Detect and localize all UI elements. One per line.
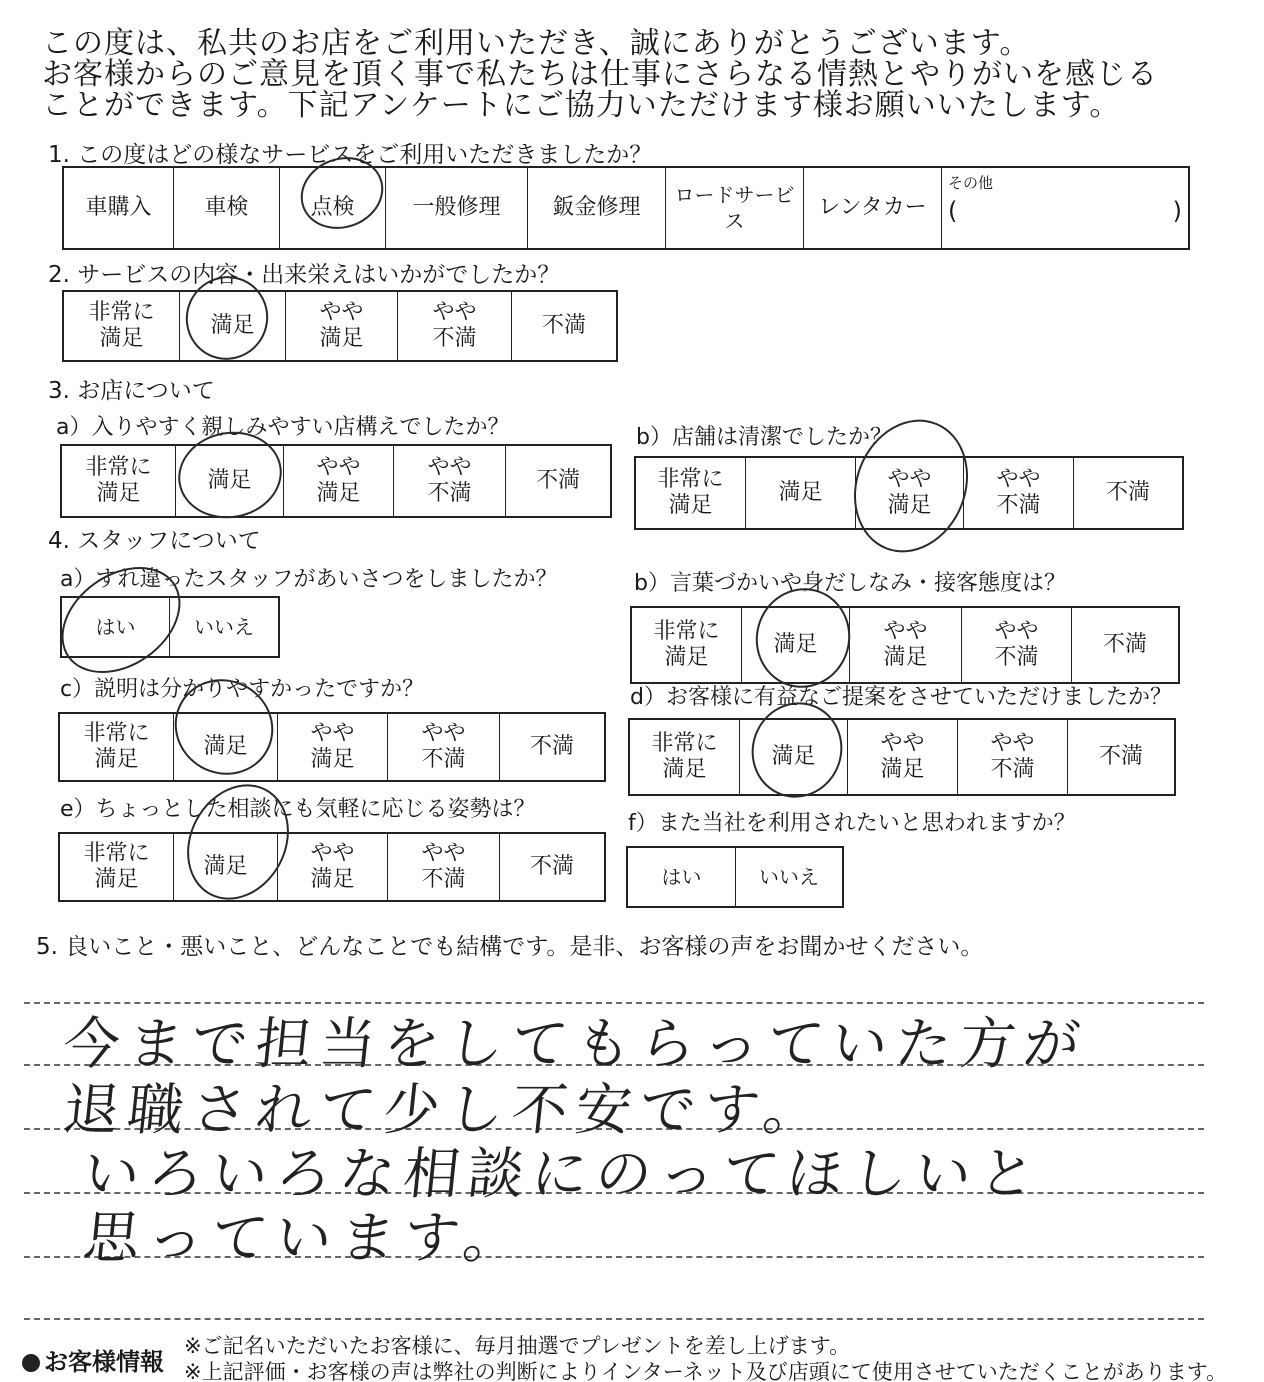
rating-very-satisfied[interactable]: 非常に 満足	[64, 292, 180, 360]
rating-dissatisfied[interactable]: 不満	[529, 734, 574, 759]
rating-somewhat-dissatisfied[interactable]: やや 不満	[398, 292, 512, 360]
question-4c-label: c）説明は分かりやすかったですか？	[60, 677, 425, 702]
rating-somewhat-dissatisfied[interactable]: やや 不満	[962, 608, 1072, 682]
rating-somewhat-dissatisfied[interactable]: やや 不満	[388, 714, 500, 780]
handwritten-comment-line: 今まで担当をしてもらっていた方が	[60, 1012, 1091, 1077]
other-input[interactable]	[948, 198, 1182, 224]
rating-very-satisfied[interactable]: 非常に 満足	[62, 446, 176, 516]
rating-somewhat-dissatisfied[interactable]: やや 不満	[394, 446, 506, 516]
q4b-rating-table	[630, 606, 1180, 684]
q3b-rating-table	[634, 456, 1184, 530]
rating-dissatisfied[interactable]: 不満	[1105, 480, 1150, 505]
rating-very-satisfied[interactable]: 非常に 満足	[60, 714, 174, 780]
option-shaken[interactable]: 車検	[174, 168, 280, 248]
footer-note: ※ご記名いただいたお客様に、毎月抽選でプレゼントを差し上げます。	[184, 1334, 851, 1358]
rating-satisfied[interactable]: 満足	[174, 834, 278, 900]
intro-line: この度は、私共のお店をご利用いただき、誠にありがとうございます。	[42, 26, 1031, 61]
option-general-repair[interactable]: 一般修理	[386, 168, 528, 248]
rating-somewhat-dissatisfied[interactable]: やや 不満	[958, 720, 1068, 794]
rating-dissatisfied[interactable]: 不満	[1102, 632, 1147, 657]
option-other[interactable]	[942, 168, 1188, 248]
option-yes[interactable]: はい	[62, 598, 170, 656]
q4d-rating-table	[628, 718, 1176, 796]
rating-satisfied[interactable]: 満足	[742, 608, 850, 682]
handwritten-comment-line: 思っています。	[80, 1206, 531, 1271]
question-4-label: 4. スタッフについて	[48, 528, 261, 554]
question-3a-label: a）入りやすく親しみやすい店構えでしたか？	[56, 415, 510, 440]
q4f-yesno-table	[626, 846, 844, 908]
question-4e-label: e）ちょっとした相談にも気軽に応じる姿勢は？	[60, 797, 536, 822]
rating-somewhat-satisfied[interactable]: やや 満足	[850, 608, 962, 682]
question-2-label: 2. サービスの内容・出来栄えはいかがでしたか？	[48, 262, 561, 288]
q4a-yesno-table	[60, 596, 280, 658]
question-4a-label: a）すれ違ったスタッフがあいさつをしましたか？	[60, 567, 558, 592]
question-5-label: 5. 良いこと・悪いこと、どんなことでも結構です。是非、お客様の声をお聞かせください。	[36, 934, 984, 960]
intro-line: ことができます。下記アンケートにご協力いただけます様お願いいたします。	[42, 88, 1121, 123]
rating-somewhat-satisfied[interactable]: やや 満足	[286, 292, 398, 360]
option-yes[interactable]: はい	[628, 848, 736, 906]
intro-text	[42, 28, 1232, 121]
rating-satisfied[interactable]: 満足	[740, 720, 848, 794]
rating-very-satisfied[interactable]: 非常に 満足	[630, 720, 740, 794]
rating-somewhat-satisfied[interactable]: やや 満足	[284, 446, 394, 516]
rating-dissatisfied[interactable]: 不満	[529, 854, 574, 879]
option-no[interactable]: いいえ	[194, 615, 254, 639]
rating-dissatisfied[interactable]: 不満	[535, 468, 580, 493]
paren-open: (	[948, 197, 958, 225]
option-no[interactable]: いいえ	[759, 865, 819, 889]
q4c-rating-table	[58, 712, 606, 782]
rating-somewhat-dissatisfied[interactable]: やや 不満	[964, 458, 1074, 528]
rating-dissatisfied[interactable]: 不満	[541, 313, 586, 338]
option-inspection[interactable]: 点検	[280, 168, 386, 248]
footer-note: ※上記評価・お客様の声は弊社の判断によりインターネット及び店頭にて使用させていただくことがあります。	[184, 1360, 1228, 1382]
q4e-rating-table	[58, 832, 606, 902]
rating-somewhat-satisfied[interactable]: やや 満足	[856, 458, 964, 528]
other-label: その他	[948, 174, 994, 192]
rating-satisfied[interactable]: 満足	[174, 714, 278, 780]
bullet-icon	[22, 1354, 40, 1372]
rating-somewhat-dissatisfied[interactable]: やや 不満	[388, 834, 500, 900]
question-4d-label: d）お客様に有益なご提案をさせていただけましたか？	[630, 685, 1172, 710]
q1-options-table	[62, 166, 1190, 250]
rating-very-satisfied[interactable]: 非常に 満足	[60, 834, 174, 900]
question-4f-label: f）また当社を利用されたいと思われますか？	[628, 811, 1076, 836]
intro-line: お客様からのご意見を頂く事で私たちは仕事にさらなる情熱とやりがいを感じる	[42, 57, 1158, 92]
rating-satisfied[interactable]: 満足	[746, 458, 856, 528]
option-car-purchase[interactable]: 車購入	[64, 168, 174, 248]
q2-rating-table	[62, 290, 618, 362]
rating-very-satisfied[interactable]: 非常に 満足	[632, 608, 742, 682]
rating-somewhat-satisfied[interactable]: やや 満足	[278, 714, 388, 780]
writing-line	[24, 1318, 1204, 1320]
customer-info-heading: お客様情報	[22, 1342, 164, 1377]
rating-very-satisfied[interactable]: 非常に 満足	[636, 458, 746, 528]
option-rental-car[interactable]: レンタカー	[804, 168, 942, 248]
handwritten-comment-line: いろいろな相談にのってほしいと	[80, 1142, 1047, 1207]
option-road-service[interactable]: ロードサービス	[666, 168, 804, 248]
option-body-repair[interactable]: 鈑金修理	[528, 168, 666, 248]
question-4b-label: b）言葉づかいや身だしなみ・接客態度は？	[634, 571, 1066, 596]
rating-satisfied[interactable]: 満足	[176, 446, 284, 516]
rating-somewhat-satisfied[interactable]: やや 満足	[848, 720, 958, 794]
rating-dissatisfied[interactable]: 不満	[1098, 744, 1143, 769]
question-3b-label: b）店舗は清潔でしたか？	[636, 425, 892, 450]
rating-satisfied[interactable]: 満足	[180, 292, 286, 360]
question-1-label: 1. この度はどの様なサービスをご利用いただきましたか？	[48, 142, 653, 168]
q3a-rating-table	[60, 444, 612, 518]
rating-somewhat-satisfied[interactable]: やや 満足	[278, 834, 388, 900]
handwritten-comment-line: 退職されて少し不安です。	[60, 1078, 831, 1143]
question-3-label: 3. お店について	[48, 378, 215, 404]
paren-close: )	[1172, 197, 1182, 225]
